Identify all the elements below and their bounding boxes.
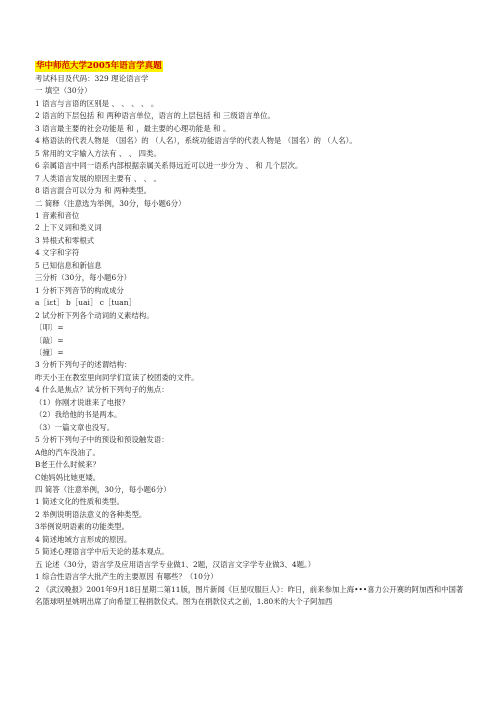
text-line: 2 语言的下层包括 和 两种语言单位，语言的上层包括 和 三级语言单位。 [35,111,275,121]
text-line: 2 上下义词和类义词 [35,223,102,233]
text-line: 〔敲〕= [35,335,64,345]
text-line: 2 举例说明语法意义的各种类型。 [35,509,147,519]
text-line: 考试科目及代码：329 理论语言学 [35,74,149,83]
text-line: 4 什么是焦点？试分析下列句子的焦点： [35,385,169,395]
text-line: C她妈妈比她更矮。 [35,472,101,482]
text-line: 7 人类语言发展的原因主要有 、 、 。 [35,173,161,183]
text-line: 4 文字和字符 [35,248,80,258]
text-line: 一 填空（30分） [35,86,92,96]
text-line: 3 语言最主要的社会功能是 和 ，最主要的心理功能是 和 。 [35,123,231,133]
text-line: （2）我给他的书是两本。 [35,410,122,420]
essay-question-2: 2 《武汉晚报》2001年9月18日星期二第11版，图片新闻《巨星叹服巨人》：昨日，前来参加上海•••喜力公开赛的阿加西和中国著名篮球明星姚明出席了向希望工程捐款仪式。图为在捐款仪式之前，1.80米的大个子阿加西 [35,584,464,607]
text-line: 1 综合性语言学大批产生的主要原因 有哪些？（10分） [35,572,218,582]
text-line: 1 音素和音位 [35,210,80,220]
text-line: 6 亲属语言中同一语系内部根据亲属关系得远近可以进一步分为 、 和 几个层次。 [35,161,303,171]
text-line: 〔叩〕= [35,323,64,333]
text-line: （1）你刚才说谁来了电报？ [35,397,130,407]
text-line: 3 分析下列句子的述谓结构： [35,360,132,370]
text-line: （3）一篇文章也没写。 [35,422,115,432]
text-line: 2 试分析下列各个动词的义素结构。 [35,310,154,320]
text-line: 1 语言与言语的区别是 、 、 、 、 。 [35,98,159,108]
text-line: 4 简述地域方言形成的原因。 [35,534,132,544]
text-line: 昨天小王在教室里向同学们宣读了校团委的文件。 [35,372,199,382]
page-title: 华中师范大学2005年语言学真题 [36,61,162,71]
text-line: 5 常用的文字输入方法有 、 、 四类。 [35,148,161,158]
text-line: 8 语言混合可以分为 和 两种类型。 [35,186,152,196]
text-line: 3举例说明语素的功能类型。 [35,522,130,532]
text-line: B老王什么时候来？ [35,460,101,470]
text-line: 〔撞〕= [35,347,64,357]
exam-body [35,73,466,584]
text-line: 5 简述心理语言学中后天论的基本观点。 [35,547,169,557]
text-line: 4 格语法的代表人物是 （国名）的 （人名），系统功能语言学的代表人物是 （国名）的 （人名）。 [35,136,357,146]
text-line: 1 分析下列音节的构成成分 [35,285,124,295]
text-line: a［iɛt］ b［uai］ c［tuan］ [35,298,136,308]
text-line: 1 简述文化的性质和类型。 [35,497,124,507]
text-line: 五 论述（30分，语言学及应用语言学专业做1、2题，汉语言文字学专业做3、4题。） [35,559,316,569]
text-line: A他的汽车没油了。 [35,447,100,457]
text-line: 三分析（30分，每小题6分） [35,273,132,283]
text-line: 3 异根式和零根式 [35,235,95,245]
text-line: 二 简释（注意选为举例，30分，每小题6分） [35,198,186,208]
text-line: 5 已知信息和新信息 [35,260,102,270]
text-line: 5 分析下列句子中的预设和预设触发语： [35,435,169,445]
text-line: 四 简答（注意举例，30分，每小题6分） [35,484,171,494]
